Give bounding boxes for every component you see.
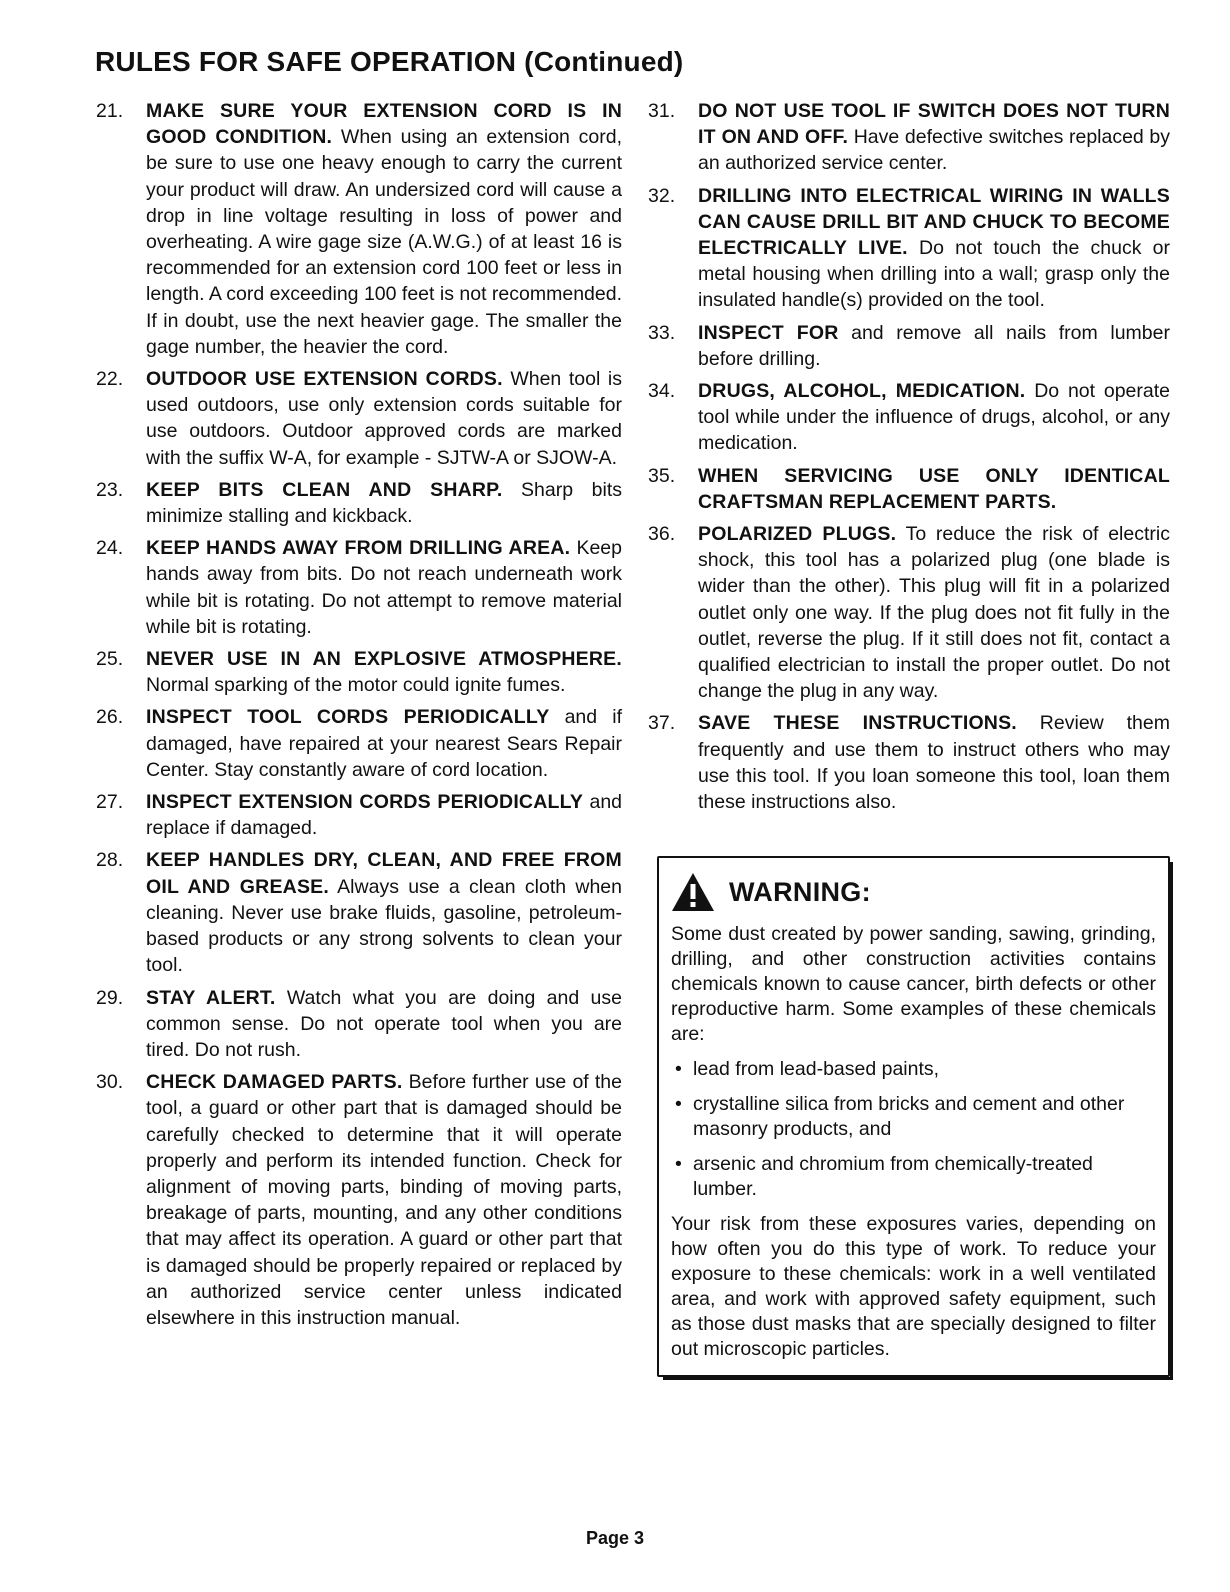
rule-number: 22. [96,368,124,391]
warning-bullet [671,1092,1156,1142]
warning-bullet [671,1057,1156,1082]
rule-heading: NEVER USE IN AN EXPLOSIVE ATMOSPHERE. [146,648,622,671]
rule-21 [96,98,622,360]
rule-heading: SAVE THESE INSTRUCTIONS. [698,712,1017,735]
rule-body: Have defective switches replaced by an authorized service center. [698,126,1171,175]
rule-30 [96,1069,622,1331]
rule-text [146,366,622,471]
rule-31 [648,98,1170,177]
rule-25 [96,646,622,698]
bullet-text: crystalline silica from bricks and cement and other masonry products, and [693,1093,1125,1140]
rule-body: and if damaged, have repaired at your nearest Sears Repair Center. Stay constantly aware of cord location. [146,706,622,781]
rule-body: Before further use of the tool, a guard or other part that is damaged should be carefully checked to determine that it will operate properly and perform its intended function. Check for alignment of moving parts, binding of moving parts, breakage of parts, mounting, and any other conditions that may affect its operation. A guard or other part that is damaged should be properly repaired or replaced by an authorized service center unless indicated elsewhere in this instruction manual. [146,1071,622,1329]
rule-body: Keep hands away from bits. Do not reach underneath work while bit is rotating. Do not attempt to remove material while bit is rotating. [146,537,622,638]
rules-column-left [96,98,622,1337]
rule-body: Do not operate tool while under the influence of drugs, alcohol, or any medication. [698,380,1170,455]
rule-heading: KEEP HANDS AWAY FROM DRILLING AREA. [146,537,571,560]
rule-number: 33. [648,321,676,344]
rule-body: Always use a clean cloth when cleaning. Never use brake fluids, gasoline, petroleum-based products or any strong solvents to clean your tool. [146,875,622,977]
rule-24 [96,535,622,640]
rule-number: 30. [96,1071,124,1094]
rule-heading: CHECK DAMAGED PARTS. [146,1071,403,1094]
rule-23 [96,477,622,529]
rule-text [146,646,622,698]
rule-body: Review them frequently and use them to instruct others who may use this tool. If you loan someone this tool, loan them these instructions also. [698,712,1170,814]
bullet-text: lead from lead-based paints, [693,1058,940,1080]
rule-text [146,985,622,1064]
rule-body: and replace if damaged. [146,791,623,840]
rule-text [698,710,1170,815]
warning-bullet [671,1152,1156,1202]
warning-outro: Your risk from these exposures varies, depending on how often you do this type of work. To reduce your exposure to these chemicals: work in a well ventilated area, and work with approved safety equipment, such as those dust masks that are specially designed to filter out microscopic particles. [671,1213,1156,1360]
rule-text [146,847,622,978]
page-number: Page 3 [585,1528,645,1548]
rule-text [146,704,622,783]
rule-37 [648,710,1170,815]
rule-35 [648,463,1170,515]
rule-number: 27. [96,791,124,814]
rule-text [146,98,622,360]
bullet-dot: • [675,1058,682,1080]
rule-body: When tool is used outdoors, use only extension cords suitable for use outdoors. Outdoor approved cords are marked with the suffix W-A, for example - SJTW-A or SJOW-A. [146,368,623,469]
rule-text [698,463,1170,515]
rule-number: 28. [96,849,124,872]
rule-body: and remove all nails from lumber before drilling. [698,321,1170,370]
rule-heading: POLARIZED PLUGS. [698,523,897,546]
rule-33 [648,320,1170,372]
rule-34 [648,378,1170,457]
rule-number: 32. [648,184,676,207]
warning-box [657,856,1170,1377]
rule-number: 29. [96,986,124,1009]
bullet-dot: • [675,1153,682,1175]
rule-number: 26. [96,706,124,729]
page-title: RULES FOR SAFE OPERATION (Continued) [95,46,684,77]
rule-27 [96,789,622,841]
rule-number: 31. [648,100,676,122]
rule-22 [96,366,622,471]
rule-heading: DRILLING INTO ELECTRICAL WIRING IN WALLS CAN CAUSE DRILL BIT AND CHUCK TO BECOME ELECTRICALLY LIVE. [698,184,1170,260]
rule-heading: DO NOT USE TOOL IF SWITCH DOES NOT TURN IT ON AND OFF. [698,100,1170,149]
rule-heading: STAY ALERT. [146,986,276,1009]
rule-text [146,789,622,841]
rule-body: Sharp bits minimize stalling and kickback. [146,478,622,528]
rule-number: 34. [648,380,676,403]
rule-number: 23. [96,478,124,501]
rule-text [698,320,1170,372]
rule-body: To reduce the risk of electric shock, this tool has a polarized plug (one blade is wider than the other). This plug will fit in a polarized outlet only one way. If the plug does not fit fully in the outlet, reverse the plug. If it still does not fit, contact a qualified electrician to install the proper outlet. Do not change the plug in any way. [698,523,1170,703]
rule-heading: WHEN SERVICING USE ONLY IDENTICAL CRAFTSMAN REPLACEMENT PARTS. [698,464,1170,513]
rule-29 [96,985,622,1064]
rule-text [698,378,1170,457]
rule-body: Watch what you are doing and use common sense. Do not operate tool when you are tired. Do not rush. [146,986,622,1061]
rule-body: Do not touch the chuck or metal housing when drilling into a wall; grasp only the insulated handle(s) provided on the tool. [698,237,1170,312]
rule-heading: INSPECT EXTENSION CORDS PERIODICALLY [146,791,584,814]
rule-number: 37. [648,712,676,735]
rule-heading: INSPECT TOOL CORDS PERIODICALLY [146,706,550,729]
rule-body: Normal sparking of the motor could ignite fumes. [146,674,566,697]
rule-text [698,183,1170,314]
rule-text [146,535,622,640]
rule-heading: INSPECT FOR [698,321,839,344]
rules-column-right [648,98,1170,821]
rule-text [146,1069,622,1331]
rule-number: 36. [648,523,676,546]
warning-triangle-icon [671,872,715,912]
rule-heading: MAKE SURE YOUR EXTENSION CORD IS IN GOOD CONDITION. [146,100,622,149]
rule-heading: KEEP BITS CLEAN AND SHARP. [146,478,503,501]
rule-26 [96,704,622,783]
rule-28 [96,847,622,978]
rule-number: 21. [96,100,124,122]
rule-body: When using an extension cord, be sure to use one heavy enough to carry the current your product will draw. An undersized cord will cause a drop in line voltage resulting in loss of power and overheating. A wire gage size (A.W.G.) of at least 16 is recommended for an extension cord 100 feet or less in length. A cord exceeding 100 feet is not recommended. If in doubt, use the next heavier gage. The smaller the gage number, the heavier the cord. [146,126,622,358]
warning-header [671,872,1156,912]
rule-text [698,98,1170,177]
rule-number: 25. [96,648,124,671]
rule-heading: KEEP HANDLES DRY, CLEAN, AND FREE FROM OIL AND GREASE. [146,849,622,898]
warning-title: WARNING: [729,876,871,907]
rule-number: 24. [96,537,124,560]
bullet-text: arsenic and chromium from chemically-treated lumber. [693,1153,1093,1200]
warning-intro: Some dust created by power sanding, sawing, grinding, drilling, and other construction activities contains chemicals known to cause cancer, birth defects or other reproductive harm. Some examples of these chemicals are: [671,923,1156,1045]
rule-number: 35. [648,464,676,487]
rule-heading: DRUGS, ALCOHOL, MEDICATION. [698,380,1026,403]
rule-36 [648,521,1170,704]
rule-heading: OUTDOOR USE EXTENSION CORDS. [146,368,503,391]
rule-32 [648,183,1170,314]
rule-text [698,521,1170,704]
bullet-dot: • [675,1093,682,1115]
rule-text [146,477,622,529]
